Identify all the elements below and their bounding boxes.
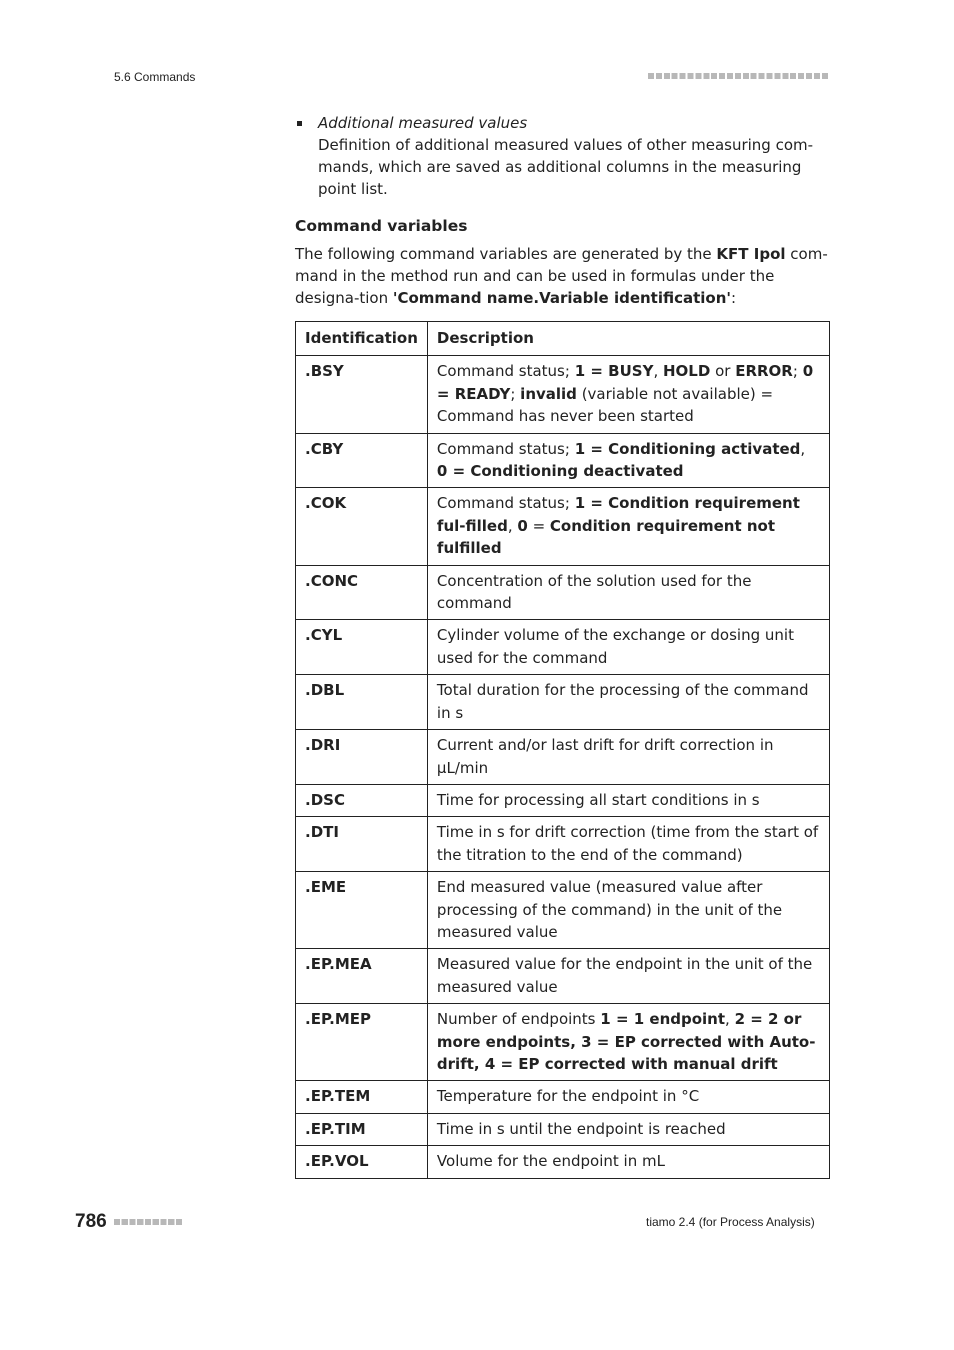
variable-description [427,1004,829,1081]
variable-description [427,730,829,785]
table-row [296,1146,830,1178]
variable-identification: .EP.TEM [296,1081,428,1113]
variable-identification: .EP.TIM [296,1113,428,1145]
variable-identification: .BSY [296,356,428,433]
description-run: Number of endpoints [436,1010,601,1029]
variable-identification: .CYL [296,620,428,675]
description-run: Command status; [436,439,575,458]
description-run: HOLD [662,362,711,381]
variable-description [427,488,829,565]
description-run: Current and/or last drift for drift correction in µL/min [436,736,774,777]
bullet-title: Additional measured values [318,114,528,132]
variable-description [427,1146,829,1178]
variable-description [427,356,829,433]
variable-identification: .DTI [296,817,428,872]
table-body [296,356,830,1178]
table-row [296,1081,830,1113]
description-run: Measured value for the endpoint in the unit of the measured value [436,955,813,996]
variable-identification: .DSC [296,784,428,816]
section-heading: Command variables [295,217,468,235]
table-row [296,433,830,488]
footer-product: tiamo 2.4 (for Process Analysis) [646,1215,815,1229]
description-run: , [653,362,663,381]
table-row [296,565,830,620]
variable-description [427,620,829,675]
description-run: Cylinder volume of the exchange or dosing unit used for the command [436,626,794,667]
description-run: Volume for the endpoint in mL [436,1152,665,1171]
table-header-row [296,322,830,356]
description-run: , [800,439,806,458]
page-number: 786 [75,1211,107,1232]
header-decoration [648,73,829,79]
table-row [296,872,830,949]
description-run: ERROR [735,362,793,381]
table-row [296,620,830,675]
table-row [296,1113,830,1145]
description-run: 1 = Conditioning activated [574,439,801,458]
intro-run: : [731,289,737,307]
description-run: 2 = 2 or more endpoints, 3 = EP corrected with Auto-drift, 4 = EP corrected with manual drift [436,1010,816,1073]
table-row [296,949,830,1004]
variable-identification: .CONC [296,565,428,620]
bullet-description: Definition of additional measured values of other measuring com-mands, which are saved as additional columns in the measuring point list. [318,136,814,198]
command-variables-table [295,321,830,1179]
description-run: ; [510,384,521,403]
variable-description [427,675,829,730]
intro-run: KFT Ipol [716,245,786,263]
description-run: Concentration of the solution used for the command [436,571,752,613]
running-header-section: 5.6 Commands [114,70,196,84]
variable-identification: .DRI [296,730,428,785]
variable-description [427,817,829,872]
description-run: invalid [520,384,577,403]
description-run: Command status; [436,494,575,513]
description-run: Total duration for the processing of the command in s [436,681,809,722]
table-row [296,784,830,816]
description-run: , [725,1010,735,1029]
variable-description [427,784,829,816]
description-run: Command status; [436,362,575,381]
description-run: ; [792,362,803,381]
column-header-description: Description [427,322,829,356]
page-content [295,112,830,1179]
intro-run: The following command variables are generated by the [295,245,717,263]
description-run: = [527,516,550,535]
bullet-marker-icon [297,121,302,126]
table-row [296,356,830,433]
table-row [296,730,830,785]
variable-identification: .EME [296,872,428,949]
variable-identification: .EP.MEP [296,1004,428,1081]
intro-run: 'Command name.Variable identification' [392,289,732,307]
table-row [296,1004,830,1081]
footer-decoration [114,1219,182,1225]
column-header-identification: Identification [296,322,428,356]
bullet-item [295,112,830,200]
table-row [296,488,830,565]
variable-identification: .EP.MEA [296,949,428,1004]
variable-description [427,565,829,620]
description-run: 0 = Conditioning deactivated [436,462,684,481]
description-run: , [507,516,518,535]
description-run: 1 = BUSY [574,362,654,381]
variable-description [427,1113,829,1145]
description-run: 1 = 1 endpoint [600,1010,726,1029]
description-run: or [710,362,736,381]
description-run: 0 = READY [436,362,814,403]
intro-paragraph [295,243,830,309]
table-row [296,675,830,730]
description-run: (variable not available) = Command has never been started [436,384,774,426]
variable-description [427,1081,829,1113]
variable-identification: .EP.VOL [296,1146,428,1178]
description-run: Condition requirement not fulfilled [436,516,776,558]
variable-description [427,433,829,488]
description-run: Time in s until the endpoint is reached [436,1119,726,1138]
variable-identification: .COK [296,488,428,565]
variable-identification: .DBL [296,675,428,730]
variable-description [427,949,829,1004]
description-run: 0 [517,516,528,535]
variable-description [427,872,829,949]
description-run: Time for processing all start conditions in s [436,790,760,809]
description-run: 1 = Condition requirement ful-filled [436,494,800,535]
description-run: Temperature for the endpoint in °C [436,1087,700,1106]
intro-run: com-mand in the method run and can be used in formulas under the designa-tion [295,245,828,307]
description-run: Time in s for drift correction (time from the start of the titration to the end of the command) [436,823,819,864]
table-row [296,817,830,872]
variable-identification: .CBY [296,433,428,488]
description-run: End measured value (measured value after processing of the command) in the unit of the measured value [436,878,783,941]
